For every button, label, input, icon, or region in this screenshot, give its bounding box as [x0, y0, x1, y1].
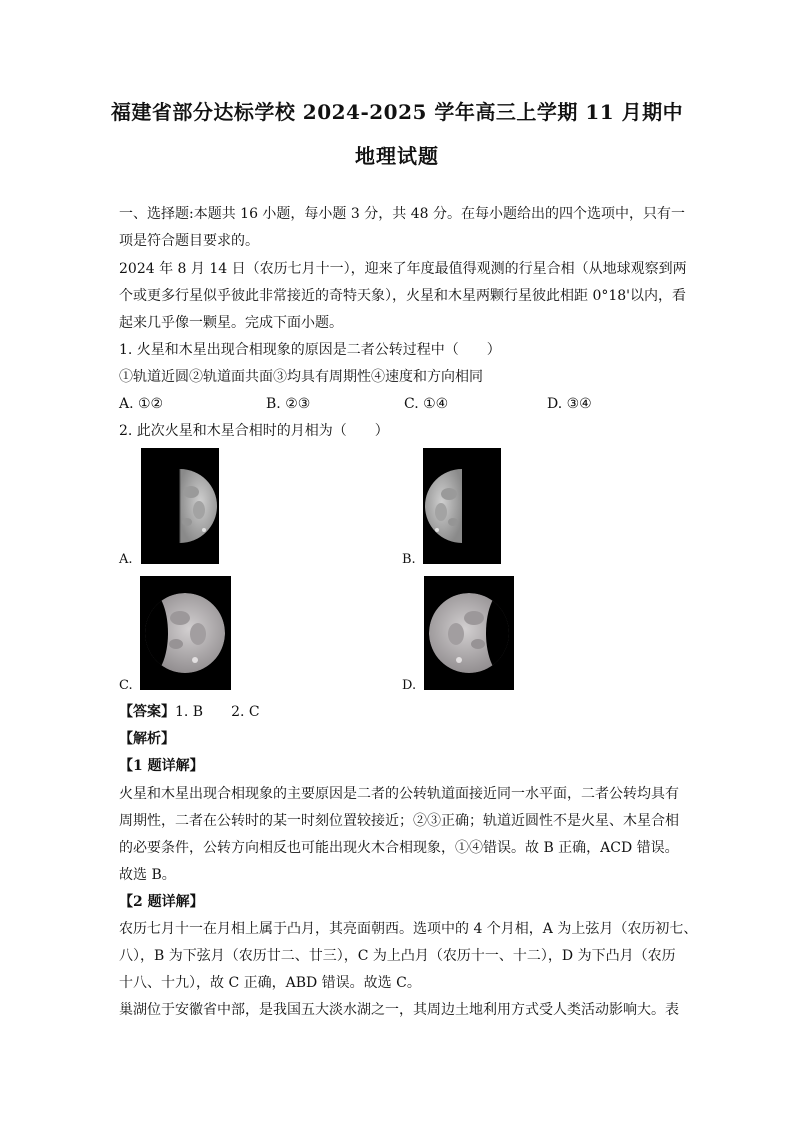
- image-option-c-letter: C.: [119, 678, 133, 693]
- passage-line: 2024 年 8 月 14 日（农历七月十一），迎来了年度最值得观测的行星合相（从地球观察到两: [119, 261, 687, 277]
- question-1-option-c: C. ①④: [404, 396, 449, 412]
- moon-image-a: [141, 448, 219, 564]
- analysis-line: 十八、十九），故 C 正确，ABD 错误。故选 C。: [119, 975, 421, 991]
- image-option-b-letter: B.: [402, 552, 416, 567]
- moon-image-b: [423, 448, 501, 564]
- image-option-a-letter: A.: [119, 552, 133, 567]
- question-1-option-d: D. ③④: [547, 396, 592, 412]
- analysis-line: 故选 B。: [119, 867, 176, 883]
- analysis-line: 周期性，二者在公转时的某一时刻位置较接近；②③正确；轨道近圆性不是火星、木星合相: [119, 813, 679, 829]
- moon-image-c: [140, 576, 231, 690]
- exam-title: 福建省部分达标学校 2024-2025 学年高三上学期 11 月期中: [110, 100, 684, 124]
- image-option-d-letter: D.: [402, 678, 417, 693]
- question-1-statements: ①轨道近圆②轨道面共面③均具有周期性④速度和方向相同: [119, 369, 483, 385]
- answer-line: [119, 703, 679, 721]
- question-2-stem: 2. 此次火星和木星合相时的月相为（ ）: [119, 423, 389, 439]
- question-1-option-b: B. ②③: [266, 396, 311, 412]
- answer-text: 1. B 2. C: [175, 704, 260, 720]
- question-1-stem: 1. 火星和木星出现合相现象的原因是二者公转过程中（ ）: [119, 342, 501, 358]
- analysis-line: 农历七月十一在月相上属于凸月，其亮面朝西。选项中的 4 个月相，A 为上弦月（农历初七、: [119, 921, 698, 937]
- passage-line: 巢湖位于安徽省中部，是我国五大淡水湖之一，其周边土地利用方式受人类活动影响大。表: [119, 1002, 679, 1018]
- answer-label: 【答案】: [119, 704, 175, 720]
- moon-image-d: [424, 576, 514, 690]
- analysis-label: 【解析】: [119, 731, 175, 747]
- q2-detail-label: 【2 题详解】: [119, 894, 204, 910]
- passage-line: 个或更多行星似乎彼此非常接近的奇特天象），火星和木星两颗行星彼此相距 0°18'以内，看: [119, 288, 687, 304]
- section-intro-line: 项是符合题目要求的。: [119, 233, 259, 249]
- passage-line: 起来几乎像一颗星。完成下面小题。: [119, 315, 343, 331]
- analysis-line: 火星和木星出现合相现象的主要原因是二者的公转轨道面接近同一水平面，二者公转均具有: [119, 786, 679, 802]
- section-intro-line: 一、选择题:本题共 16 小题，每小题 3 分，共 48 分。在每小题给出的四个选项中，只有一: [119, 206, 685, 222]
- analysis-line: 的必要条件，公转方向相反也可能出现火木合相现象，①④错误。故 B 正确，ACD 错误。: [119, 840, 679, 856]
- analysis-line: 八），B 为下弦月（农历廿二、廿三），C 为上凸月（农历十一、十二），D 为下凸月（农历: [119, 948, 676, 964]
- exam-subtitle: 地理试题: [355, 144, 439, 168]
- question-1-option-a: A. ①②: [119, 396, 164, 412]
- q1-detail-label: 【1 题详解】: [119, 758, 204, 774]
